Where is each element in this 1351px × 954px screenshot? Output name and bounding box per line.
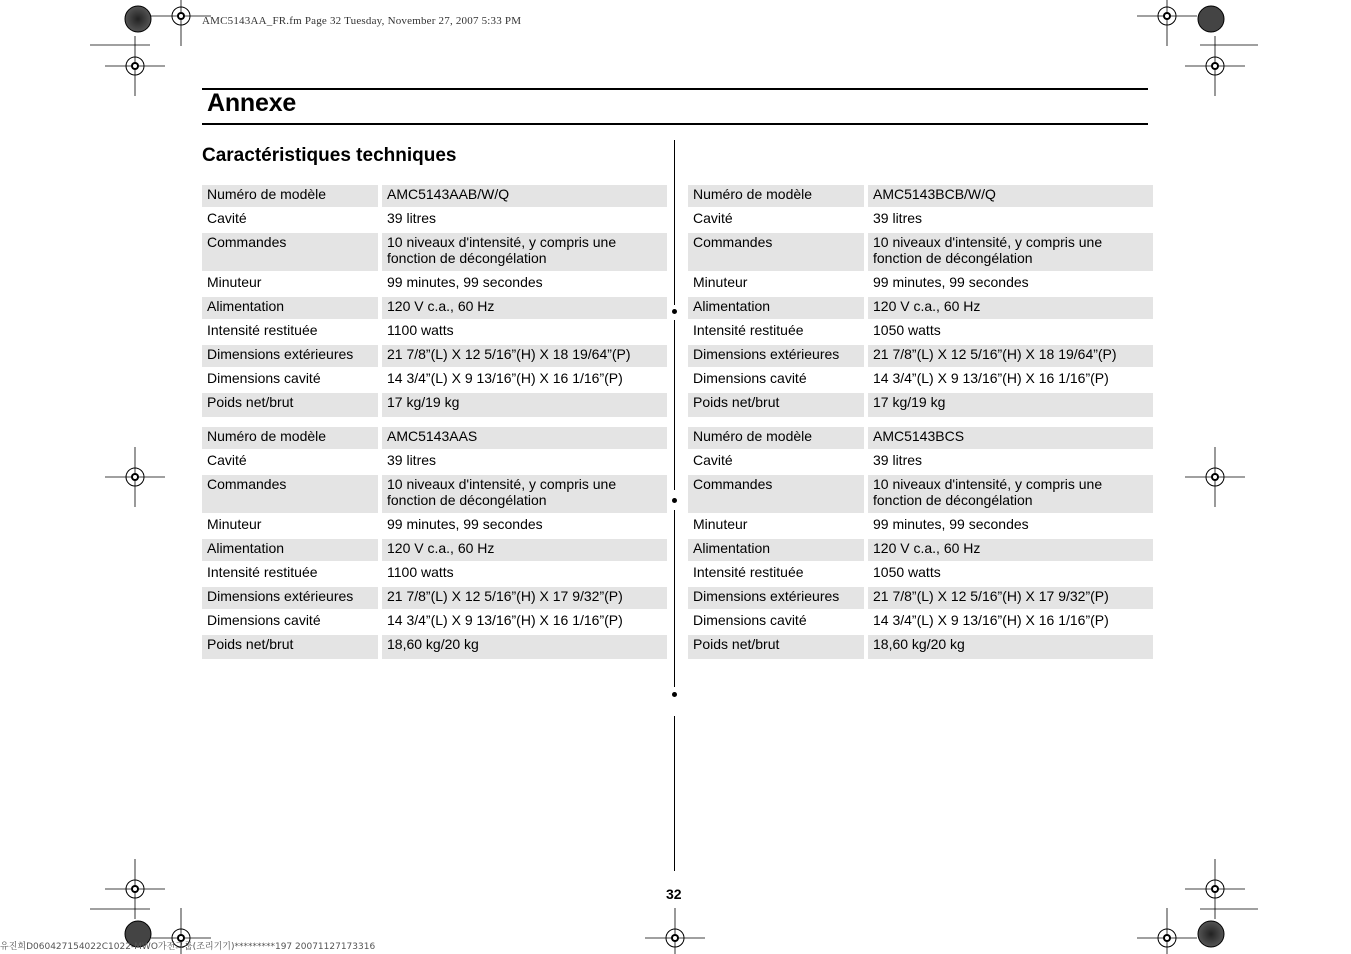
spec-value: 10 niveaux d'intensité, y compris une fonction de décongélation xyxy=(868,475,1153,513)
registration-mark-icon xyxy=(1185,859,1245,919)
spec-label: Minuteur xyxy=(693,516,748,532)
spec-label: Numéro de modèle xyxy=(688,427,864,449)
star-target-icon xyxy=(125,6,151,32)
spec-value: 120 V c.a., 60 Hz xyxy=(382,297,667,319)
spec-row xyxy=(688,515,1153,539)
spec-label: Numéro de modèle xyxy=(688,185,864,207)
spec-label: Numéro de modèle xyxy=(202,185,378,207)
spec-row xyxy=(688,563,1153,587)
spec-label: Poids net/brut xyxy=(202,393,378,417)
spec-value: 10 niveaux d'intensité, y compris une fonction de décongélation xyxy=(382,475,667,513)
registration-mark-icon xyxy=(1137,908,1197,954)
divider-bullet xyxy=(672,309,677,314)
spec-row xyxy=(688,611,1153,635)
spec-value: 17 kg/19 kg xyxy=(868,393,1153,417)
divider-bullet xyxy=(672,498,677,503)
spec-value: 120 V c.a., 60 Hz xyxy=(868,539,1153,561)
spec-row xyxy=(202,369,667,393)
spec-row xyxy=(202,297,667,321)
spec-value: 14 3/4”(L) X 9 13/16”(H) X 16 1/16”(P) xyxy=(873,612,1109,628)
registration-mark-icon xyxy=(105,447,165,507)
spec-value: 120 V c.a., 60 Hz xyxy=(382,539,667,561)
spec-row xyxy=(688,451,1153,475)
spec-value: 120 V c.a., 60 Hz xyxy=(868,297,1153,319)
spec-value: 99 minutes, 99 secondes xyxy=(873,516,1029,532)
spec-row xyxy=(688,233,1153,273)
spec-label: Minuteur xyxy=(207,516,262,532)
spec-value: AMC5143BCS xyxy=(868,427,1153,449)
spec-label: Poids net/brut xyxy=(202,635,378,659)
spec-label: Poids net/brut xyxy=(688,635,864,659)
spec-value: 99 minutes, 99 secondes xyxy=(387,274,543,290)
spec-value: 99 minutes, 99 secondes xyxy=(387,516,543,532)
spec-label: Commandes xyxy=(202,233,378,271)
spec-label: Commandes xyxy=(688,475,864,513)
spec-label: Alimentation xyxy=(202,297,378,319)
spec-label: Poids net/brut xyxy=(688,393,864,417)
spec-value: AMC5143AAS xyxy=(382,427,667,449)
star-target-icon xyxy=(1198,921,1224,947)
spec-value: 14 3/4”(L) X 9 13/16”(H) X 16 1/16”(P) xyxy=(387,370,623,386)
spec-value: 21 7/8”(L) X 12 5/16”(H) X 18 19/64”(P) xyxy=(382,345,667,367)
spec-value: 1100 watts xyxy=(387,564,454,580)
spec-row xyxy=(688,475,1153,515)
page-number: 32 xyxy=(666,886,682,902)
spec-row xyxy=(688,273,1153,297)
section-title: Caractéristiques techniques xyxy=(202,145,457,166)
spec-value: AMC5143BCB/W/Q xyxy=(868,185,1153,207)
spec-table xyxy=(688,185,1153,417)
spec-row xyxy=(202,427,667,451)
spec-row xyxy=(688,209,1153,233)
spec-value: 1100 watts xyxy=(387,322,454,338)
print-footer: 유진희D060427154022C1022-MWO가전그룹(조리기기)*********197 20071127173316 xyxy=(0,942,376,952)
spec-label: Intensité restituée xyxy=(693,322,804,338)
spec-value: 18,60 kg/20 kg xyxy=(382,635,667,659)
spec-value: 14 3/4”(L) X 9 13/16”(H) X 16 1/16”(P) xyxy=(873,370,1109,386)
spec-row xyxy=(688,345,1153,369)
spec-value: 21 7/8”(L) X 12 5/16”(H) X 18 19/64”(P) xyxy=(868,345,1153,367)
spec-row xyxy=(688,297,1153,321)
column-divider xyxy=(674,716,675,871)
spec-value: 39 litres xyxy=(387,452,437,468)
spec-row xyxy=(688,321,1153,345)
spec-table xyxy=(202,185,667,417)
spec-value: 1050 watts xyxy=(873,564,941,580)
spec-label: Dimensions cavité xyxy=(207,612,321,628)
spec-row xyxy=(202,563,667,587)
spec-row xyxy=(202,635,667,659)
spec-label: Dimensions cavité xyxy=(207,370,321,386)
spec-value: 18,60 kg/20 kg xyxy=(868,635,1153,659)
column-divider xyxy=(674,140,675,305)
spec-label: Cavité xyxy=(207,452,247,468)
spec-row xyxy=(202,345,667,369)
spec-row xyxy=(688,369,1153,393)
title-bottom-rule xyxy=(202,123,1148,125)
spec-value: 21 7/8”(L) X 12 5/16”(H) X 17 9/32”(P) xyxy=(868,587,1153,609)
spec-value: AMC5143AAB/W/Q xyxy=(382,185,667,207)
spec-table xyxy=(688,427,1153,659)
spec-label: Dimensions extérieures xyxy=(688,345,864,367)
spec-row xyxy=(202,587,667,611)
spec-label: Cavité xyxy=(693,452,733,468)
spec-row xyxy=(688,635,1153,659)
spec-row xyxy=(202,209,667,233)
column-divider xyxy=(674,510,675,687)
spec-row xyxy=(202,539,667,563)
spec-value: 39 litres xyxy=(387,210,437,226)
spec-value: 17 kg/19 kg xyxy=(382,393,667,417)
spec-label: Commandes xyxy=(202,475,378,513)
spec-table xyxy=(202,427,667,659)
spec-value: 99 minutes, 99 secondes xyxy=(873,274,1029,290)
page-title: Annexe xyxy=(207,89,297,117)
column-divider xyxy=(674,320,675,490)
spec-value: 1050 watts xyxy=(873,322,941,338)
spec-label: Dimensions extérieures xyxy=(202,587,378,609)
spec-row xyxy=(688,393,1153,417)
spec-row xyxy=(202,233,667,273)
spec-row xyxy=(202,393,667,417)
spec-label: Dimensions extérieures xyxy=(688,587,864,609)
spec-value: 10 niveaux d'intensité, y compris une fonction de décongélation xyxy=(382,233,667,271)
spec-value: 39 litres xyxy=(873,452,923,468)
registration-mark-icon xyxy=(1137,0,1197,46)
spec-label: Alimentation xyxy=(202,539,378,561)
spec-label: Minuteur xyxy=(693,274,748,290)
spec-label: Dimensions cavité xyxy=(693,370,807,386)
spec-label: Intensité restituée xyxy=(693,564,804,580)
spec-row xyxy=(688,539,1153,563)
spec-label: Intensité restituée xyxy=(207,564,318,580)
spec-label: Cavité xyxy=(207,210,247,226)
spec-label: Alimentation xyxy=(688,539,864,561)
registration-mark-icon xyxy=(645,908,705,954)
spec-row xyxy=(202,321,667,345)
spec-value: 21 7/8”(L) X 12 5/16”(H) X 17 9/32”(P) xyxy=(382,587,667,609)
spec-value: 14 3/4”(L) X 9 13/16”(H) X 16 1/16”(P) xyxy=(387,612,623,628)
spec-label: Cavité xyxy=(693,210,733,226)
spec-row xyxy=(688,185,1153,209)
spec-row xyxy=(202,273,667,297)
star-target-icon xyxy=(1198,6,1224,32)
spec-label: Dimensions cavité xyxy=(693,612,807,628)
spec-row xyxy=(202,185,667,209)
spec-label: Intensité restituée xyxy=(207,322,318,338)
registration-mark-icon xyxy=(105,859,165,919)
title-top-rule xyxy=(202,88,1148,90)
registration-mark-icon xyxy=(1185,447,1245,507)
spec-row xyxy=(202,611,667,635)
spec-row xyxy=(202,515,667,539)
spec-label: Alimentation xyxy=(688,297,864,319)
spec-label: Dimensions extérieures xyxy=(202,345,378,367)
spec-row xyxy=(688,427,1153,451)
spec-label: Minuteur xyxy=(207,274,262,290)
print-header: AMC5143AA_FR.fm Page 32 Tuesday, November 27, 2007 5:33 PM xyxy=(202,15,522,27)
spec-row xyxy=(202,475,667,515)
spec-label: Commandes xyxy=(688,233,864,271)
spec-row xyxy=(202,451,667,475)
spec-value: 10 niveaux d'intensité, y compris une fonction de décongélation xyxy=(868,233,1153,271)
spec-label: Numéro de modèle xyxy=(202,427,378,449)
spec-row xyxy=(688,587,1153,611)
divider-bullet xyxy=(672,692,677,697)
spec-value: 39 litres xyxy=(873,210,923,226)
